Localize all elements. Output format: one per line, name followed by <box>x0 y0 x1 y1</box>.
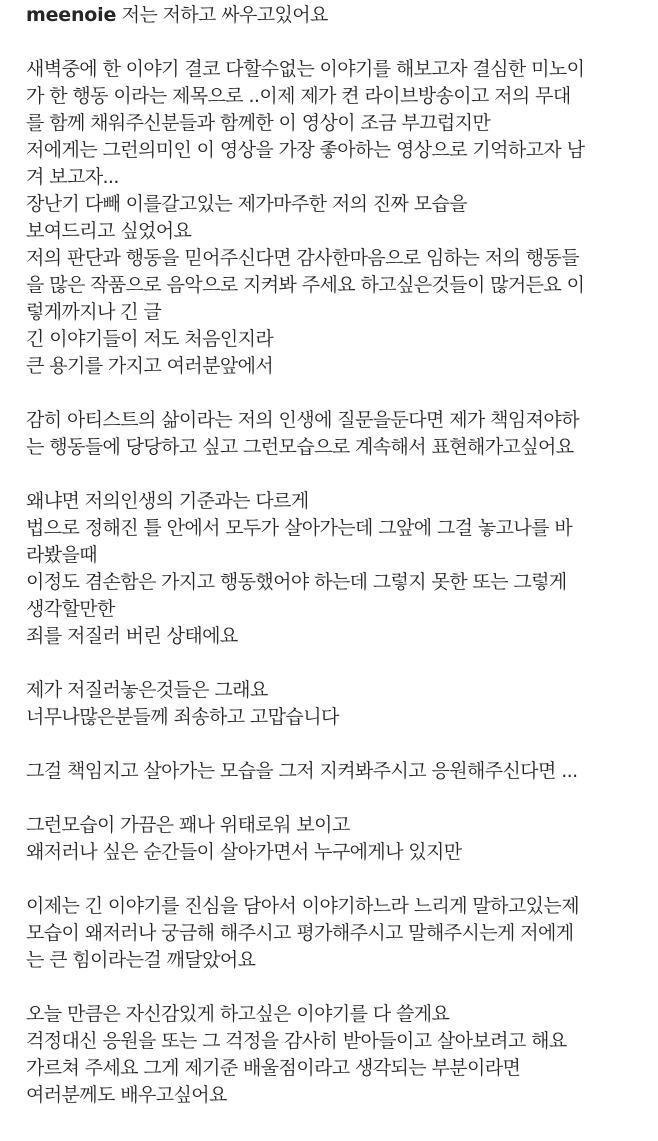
caption-line: 가 한 행동 이라는 제목으로 ..이제 제가 켠 라이브방송이고 저의 무대 <box>26 85 571 107</box>
caption-line: 를 함께 채워주신분들과 함께한 이 영상이 조금 부끄럽지만 <box>26 112 491 134</box>
caption-line: 여러분께도 배우고싶어요 <box>26 1084 227 1106</box>
caption-line: 가르쳐 주세요 그게 제기준 배울점이라고 생각되는 부분이라면 <box>26 1057 521 1079</box>
caption-line: 법으로 정해진 틀 안에서 모두가 살아가는데 그앞에 그걸 놓고나를 바 <box>26 517 573 539</box>
caption-line: 보여드리고 싶었어요 <box>26 220 192 242</box>
caption-line: 는 큰 힘이라는걸 깨달았어요 <box>26 949 256 971</box>
caption-paragraph <box>26 758 646 785</box>
caption-line: 모습이 왜저러나 궁금해 해주시고 평가해주시고 말해주시는게 저에게 <box>26 922 574 944</box>
caption-line: 제가 저질러놓은것들은 그래요 <box>26 679 268 701</box>
paragraph-gap <box>26 380 646 407</box>
paragraph-gap <box>26 650 646 677</box>
paragraph-gap <box>26 461 646 488</box>
paragraph-gap <box>26 785 646 812</box>
caption-line: 렇게까지나 긴 글 <box>26 301 162 323</box>
caption-paragraph <box>26 488 646 650</box>
caption-line: 그런모습이 가끔은 꽤나 위태로워 보이고 <box>26 814 350 836</box>
username-link[interactable]: meenoie <box>26 4 117 26</box>
caption-line: 는 행동들에 당당하고 싶고 그런모습으로 계속해서 표현해가고싶어요 <box>26 436 574 458</box>
caption-line: 라봤을때 <box>26 544 98 566</box>
caption-paragraph <box>26 677 646 731</box>
caption-line: 긴 이야기들이 저도 처음인지라 <box>26 328 274 350</box>
caption-paragraph <box>26 1001 646 1109</box>
caption-line: 그걸 책임지고 살아가는 모습을 그저 지켜봐주시고 응원해주신다면 ... <box>26 760 578 782</box>
caption-line: 왜냐면 저의인생의 기준과는 다르게 <box>26 490 309 512</box>
caption-line: 큰 용기를 가지고 여러분앞에서 <box>26 355 274 377</box>
caption-line: 죄를 저질러 버린 상태에요 <box>26 625 238 647</box>
caption-header-line <box>26 2 646 29</box>
caption-line: 이정도 겸손함은 가지고 행동했어야 하는데 그렇지 못한 또는 그렇게 <box>26 571 567 593</box>
caption-line: 너무나많은분들께 죄송하고 고맙습니다 <box>26 706 339 728</box>
caption-line: 겨 보고자... <box>26 166 119 188</box>
caption-line: 새벽중에 한 이야기 결코 다할수없는 이야기를 해보고자 결심한 미노이 <box>26 58 585 80</box>
caption-line: 감히 아티스트의 삶이라는 저의 인생에 질문을둔다면 제가 책임져야하 <box>26 409 579 431</box>
caption-line: 걱정대신 응원을 또는 그 걱정을 감사히 받아들이고 살아보려고 해요 <box>26 1030 567 1052</box>
paragraph-gap <box>26 29 646 56</box>
caption-paragraph <box>26 56 646 380</box>
caption-line: 오늘 만큼은 자신감있게 하고싶은 이야기를 다 쓸게요 <box>26 1003 450 1025</box>
caption-paragraph <box>26 812 646 866</box>
caption-paragraph <box>26 407 646 461</box>
caption-line: 저에게는 그런의미인 이 영상을 가장 좋아하는 영상으로 기억하고자 남 <box>26 139 585 161</box>
paragraph-gap <box>26 731 646 758</box>
caption-line: 이제는 긴 이야기를 진심을 담아서 이야기하느라 느리게 말하고있는제 <box>26 895 579 917</box>
caption-paragraph <box>26 893 646 974</box>
caption-line: 저의 판단과 행동을 믿어주신다면 감사한마음으로 임하는 저의 행동들 <box>26 247 579 269</box>
caption-body <box>26 56 646 1109</box>
caption-line: 을 많은 작품으로 음악으로 지켜봐 주세요 하고싶은것들이 많거든요 이 <box>26 274 585 296</box>
caption-line: 왜저러나 싶은 순간들이 살아가면서 누구에게나 있지만 <box>26 841 462 863</box>
paragraph-gap <box>26 866 646 893</box>
paragraph-gap <box>26 974 646 1001</box>
caption-line: 장난기 다빼 이를갈고있는 제가마주한 저의 진짜 모습을 <box>26 193 467 215</box>
post-caption <box>26 2 646 1109</box>
caption-line: 생각할만한 <box>26 598 115 620</box>
caption-title-text: 저는 저하고 싸우고있어요 <box>116 4 328 26</box>
